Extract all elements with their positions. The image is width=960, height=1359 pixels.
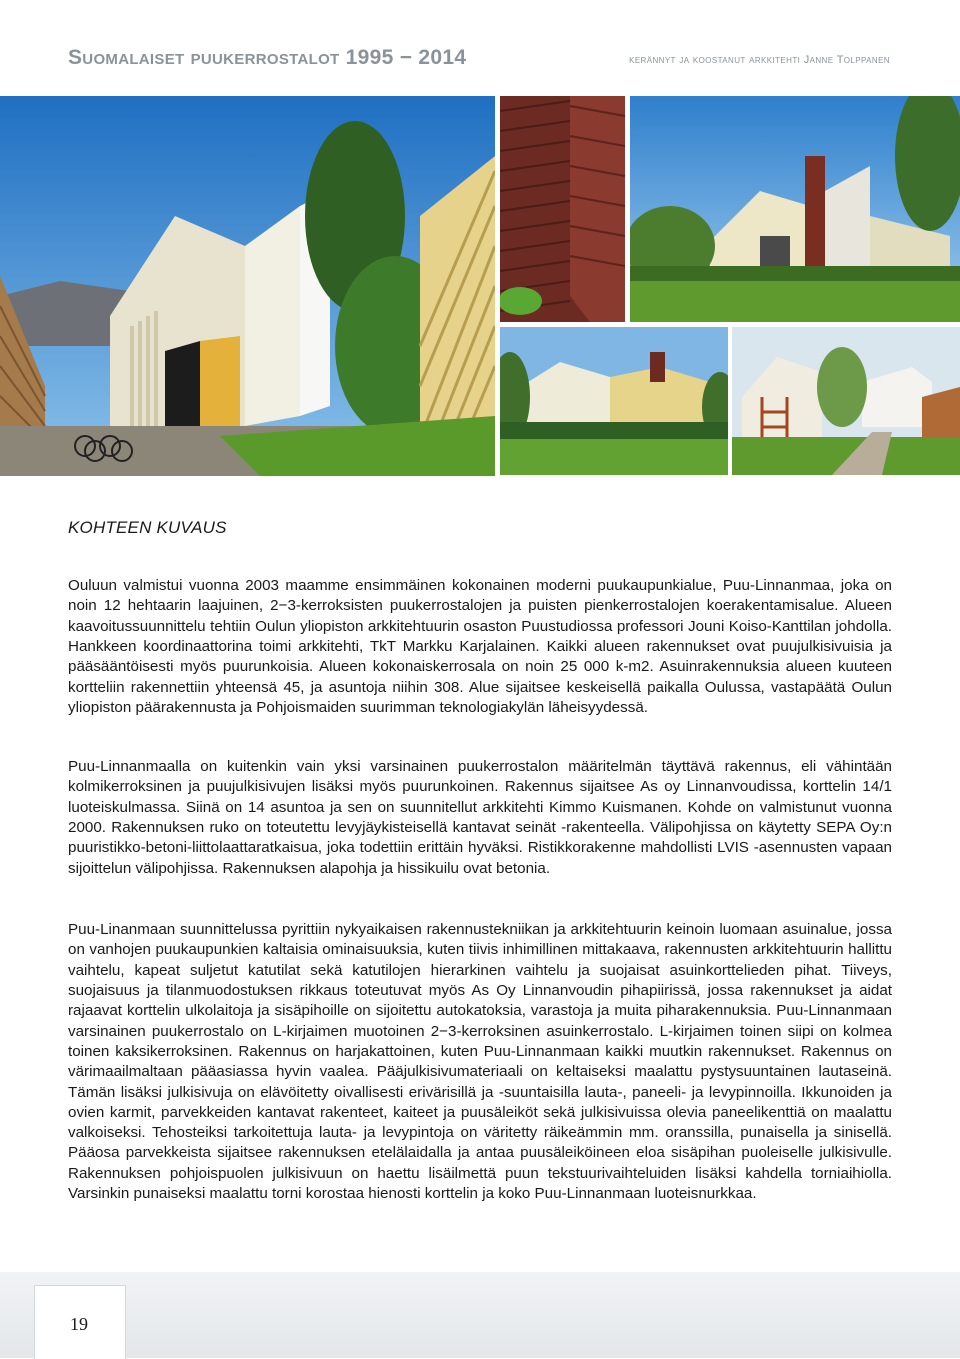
section-heading: KOHTEEN KUVAUS	[68, 518, 227, 537]
photo-yard-buildings	[500, 327, 728, 475]
header-title: Suomalaiset puukerrostalot 1995 − 2014	[68, 46, 467, 69]
body-paragraph: Puu-Linnanmaalla on kuitenkin vain yksi varsinainen puukerrostalon määritelmän täyttävä rakennus, eli vähintään kolmikerroksinen ja puujulkisivujen lisäksi myös puurunkoinen. Rakennus sijaitsee As oy Linnanvoudissa, korttelin 14/1 luoteiskulmassa. Siinä on 14 asuntoa ja sen on suunnitellut arkkitehti Kimmo Kuismanen. Kohde on valmistunut vuonna 2000. Rakennuksen ruko on toteutettu levyjäykisteisellä kantavat seinät -rakenteella. Välipohjissa on käytetty SEPA Oy:n puuristikko-betoni-liittolaattaratkaisua, joka todettiin erittäin hyväksi. Ristikkorakenne mahdollisti LVIS -asennusten vapaan sijoittelun välipohjissa. Rakennuksen alapohja ja hissikuilu ovat betonia.	[68, 758, 892, 877]
header-credit: kerännyt ja koostanut arkkitehti Janne Tolppanen	[629, 54, 890, 66]
page-number: 19	[70, 1314, 88, 1334]
photo-playground	[732, 327, 960, 475]
body-paragraph: Ouluun valmistui vuonna 2003 maamme ensimmäinen kokonainen moderni puukaupunkialue, Puu-Linnanmaa, joka on noin 12 hehtaarin laajuinen, 2−3-kerroksisten puukerrostalojen ja puisten pienkerrostalojen koerakentamisalue. Alueen kaavoitussuunnittelu tehtiin Oulun yliopiston arkkitehtuurin osaston Puustudiossa professori Jouni Koiso-Kanttilan johdolla. Hankkeen koordinaattorina toimi arkkitehti, TkT Markku Karjalainen. Kaikki alueen rakennukset ovat puujulkisivuisia ja pääsääntöisesti myös puurunkoisia. Alueen kokonaiskerrosala on noin 25 000 k-m2. Asuinrakennuksia alueen kuuteen kortteliin rakennettiin yhteensä 45, ja asuntoja niihin 308. Alue sijaitsee keskeisellä paikalla Oulussa, vastapäätä Oulun yliopiston päärakennusta ja Pohjoismaiden suurimman teknologiakylän läheisyydessä.	[68, 577, 892, 716]
photo-main-building	[0, 96, 495, 476]
photo-red-cladding	[500, 96, 625, 322]
body-paragraph: Puu-Linanmaan suunnittelussa pyrittiin nykyaikaisen rakennustekniikan ja arkkitehtuurin keinoin luomaan asuinalue, jossa on vanhojen puukaupunkien kaltaisia ominaisuuksia, kuten tiivis inhimillinen mittakaava, rakennusten arkkitehtuurin hallittu vaihtelu, kapeat suljetut katutilat sekä katutilojen hierarkinen vaihtelu ja suojaisat asuinkorttelieden pihat. Tiiveys, suojaisuus ja tilanmuodostuksen rikkaus toteutuvat myös As Oy Linnanvoudin pihapiirissä, jossa rakennukset ja aidat rajaavat korttelin ulkolaitoja ja sisäpihoille on sijoitettu autokatoksia, varastoja ja muita piharakennuksia. Puu-Linnanmaan varsinainen puukerrostalo on L-kirjaimen muotoinen 2−3-kerroksinen asuinkerrostalo. L-kirjaimen toinen siipi on kolmea toinen kaksikerroksinen. Rakennus on harjakattoinen, kuten Puu-Linnanmaan kaikki muutkin rakennukset. Rakennus on värimaailmaltaan pääasiassa hyvin vaalea. Pääjulkisivumateriaali on keltaiseksi maalattu pystysuuntainen lautaseinä. Tämän lisäksi julkisivuja on elävöitetty oivallisesti erivärisillä ja -suuntaisilla lauta-, paneeli- ja levypinnoilla. Ikkunoiden ja ovien karmit, parvekkeiden kantavat rakenteet, kaiteet ja puusäleiköt sekä julkisivuissa olevia paneelikenttiä on maalattu valkoiseksi. Tehosteiksi tarkoitettuja lauta- ja levypintoja on väritetty räikeämmin mm. oranssilla, punaisella ja sinisellä. Pääosa parvekkeista sijaitsee rakennuksen etelälaidalla ja antaa puusäleiköineen eloa sisäpihan puoleiselle julkisivulle. Rakennuksen pohjoispuolen julkisivuun on haettu lisäilmettä puun tekstuurivaihteluiden lisäksi kahdella torniaihiolla. Varsinkin punaiseksi maalattu torni korostaa hienosti korttelin ja koko Puu-Linnanmaan luoteisnurkkaa.	[68, 921, 892, 1203]
footer-band	[0, 1272, 960, 1358]
photo-red-tower	[630, 96, 960, 322]
